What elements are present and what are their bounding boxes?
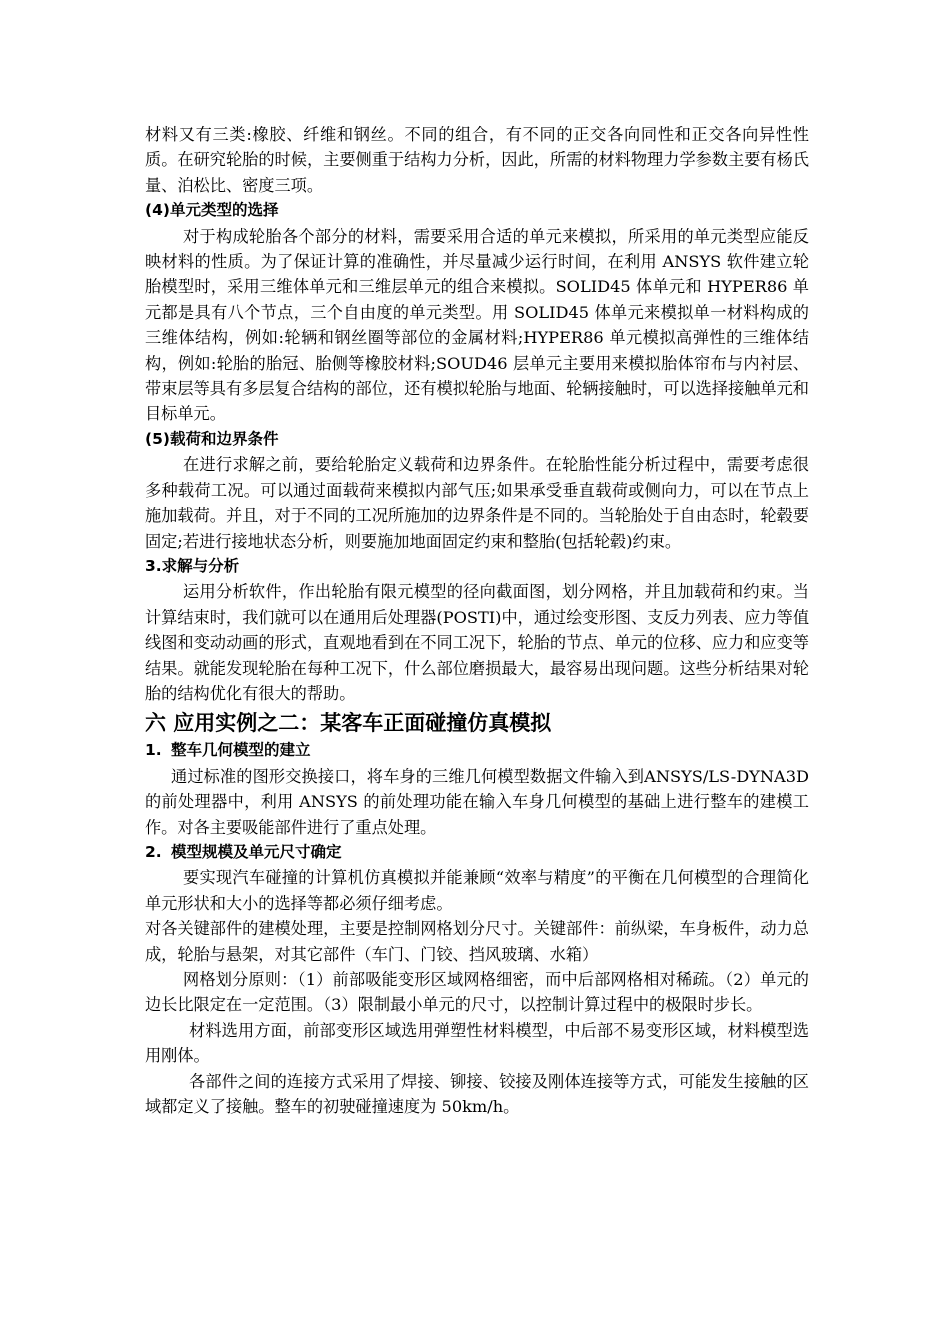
paragraph-model-scale-intro: 要实现汽车碰撞的计算机仿真模拟并能兼顾“效率与精度”的平衡在几何模型的合理简化单元形状和大小的选择等都必须仔细考虑。 xyxy=(145,868,809,913)
paragraph-connections: 各部件之间的连接方式采用了焊接、铆接、铰接及刚体连接等方式，可能发生接触的区域都定义了接触。整车的初驶碰撞速度为 50km/h。 xyxy=(145,1071,809,1117)
heading-element-type: (4)单元类型的选择 xyxy=(145,201,279,220)
heading-text: 整车几何模型的建立 xyxy=(171,741,311,760)
heading-number: 2. xyxy=(145,842,162,861)
heading-geometry-model xyxy=(145,738,809,763)
paragraph-material-selection: 材料选用方面，前部变形区域选用弹塑性材料模型，中后部不易变形区域，材料模型选用刚体。 xyxy=(145,1020,809,1066)
heading-number: 1. xyxy=(145,741,162,760)
paragraph-mesh-principles: 网格划分原则：（1）前部吸能变形区域网格细密，而中后部网格相对稀疏。（2）单元的边长比限定在一定范围。（3）限制最小单元的尺寸，以控制计算过程中的极限时步长。 xyxy=(145,970,809,1015)
paragraph-key-components: 对各关键部件的建模处理，主要是控制网格划分尺寸。关键部件：前纵梁，车身板件，动力总成，轮胎与悬架，对其它部件（车门、门铰、挡风玻璃、水箱） xyxy=(145,919,809,964)
heading-solve: 3.求解与分析 xyxy=(145,556,240,575)
paragraph-solve: 运用分析软件，作出轮胎有限元模型的径向截面图，划分网格，并且加载荷和约束。当计算结束时，我们就可以在通用后处理器(POSTI)中，通过绘变形图、支反力列表、应力等值线图和变动动画的形式，直观地看到在不同工况下，轮胎的节点、单元的位移、应力和应变等结果。就能发现轮胎在每种工况下，什么部位磨损最大，最容易出现问题。这些分析结果对轮胎的结构优化有很大的帮助。 xyxy=(145,582,810,703)
section-title: 六 应用实例之二：某客车正面碰撞仿真模拟 xyxy=(145,711,552,736)
heading-loads: (5)载荷和边界条件 xyxy=(145,429,279,448)
paragraph-loads: 在进行求解之前，要给轮胎定义载荷和边界条件。在轮胎性能分析过程中，需要考虑很多种载荷工况。可以通过面载荷来模拟内部气压;如果承受垂直载荷或侧向力，可以在节点上施加载荷。并且，对于不同的工况所施加的边界条件是不同的。当轮胎处于自由态时，轮毂要固定;若进行接地状态分析，则要施加地面固定约束和整胎(包括轮毂)约束。 xyxy=(145,455,809,551)
paragraph-materials: 材料又有三类:橡胶、纤维和钢丝。不同的组合，有不同的正交各向同性和正交各向异性性质。在研究轮胎的时候，主要侧重于结构力分析，因此，所需的材料物理力学参数主要有杨氏量、泊松比、密度三项。 xyxy=(145,125,809,195)
paragraph-geometry-model: 通过标准的图形交换接口，将车身的三维几何模型数据文件输入到ANSYS/LS-DYNA3D 的前处理器中，利用 ANSYS 的前处理功能在输入车身几何模型的基础上进行整车的建模工作。对各主要吸能部件进行了重点处理。 xyxy=(145,766,809,837)
document-body xyxy=(145,122,809,1119)
paragraph-element-type: 对于构成轮胎各个部分的材料，需要采用合适的单元来模拟，所采用的单元类型应能反映材料的性质。为了保证计算的准确性，并尽量减少运行时间，在利用 ANSYS 软件建立轮胎模型时，采用三维体单元和三维层单元的组合来模拟。SOLID45 体单元和 HYPER86 单元都是具有八个节点，三个自由度的单元类型。用 SOLID45 体单元来模拟单一材料构成的三维体结构，例如:轮辆和钢丝圈等部位的金属材料;HYPER86 单元模拟高弹性的三维体结构，例如:轮胎的胎冠、胎侧等橡胶材料;SOUD46 层单元主要用来模拟胎体帘布与内衬层、带束层等具有多层复合结构的部位，还有模拟轮胎与地面、轮辆接触时，可以选择接触单元和目标单元。 xyxy=(145,226,809,424)
heading-text: 模型规模及单元尺寸确定 xyxy=(171,842,342,861)
heading-model-scale xyxy=(145,840,809,865)
